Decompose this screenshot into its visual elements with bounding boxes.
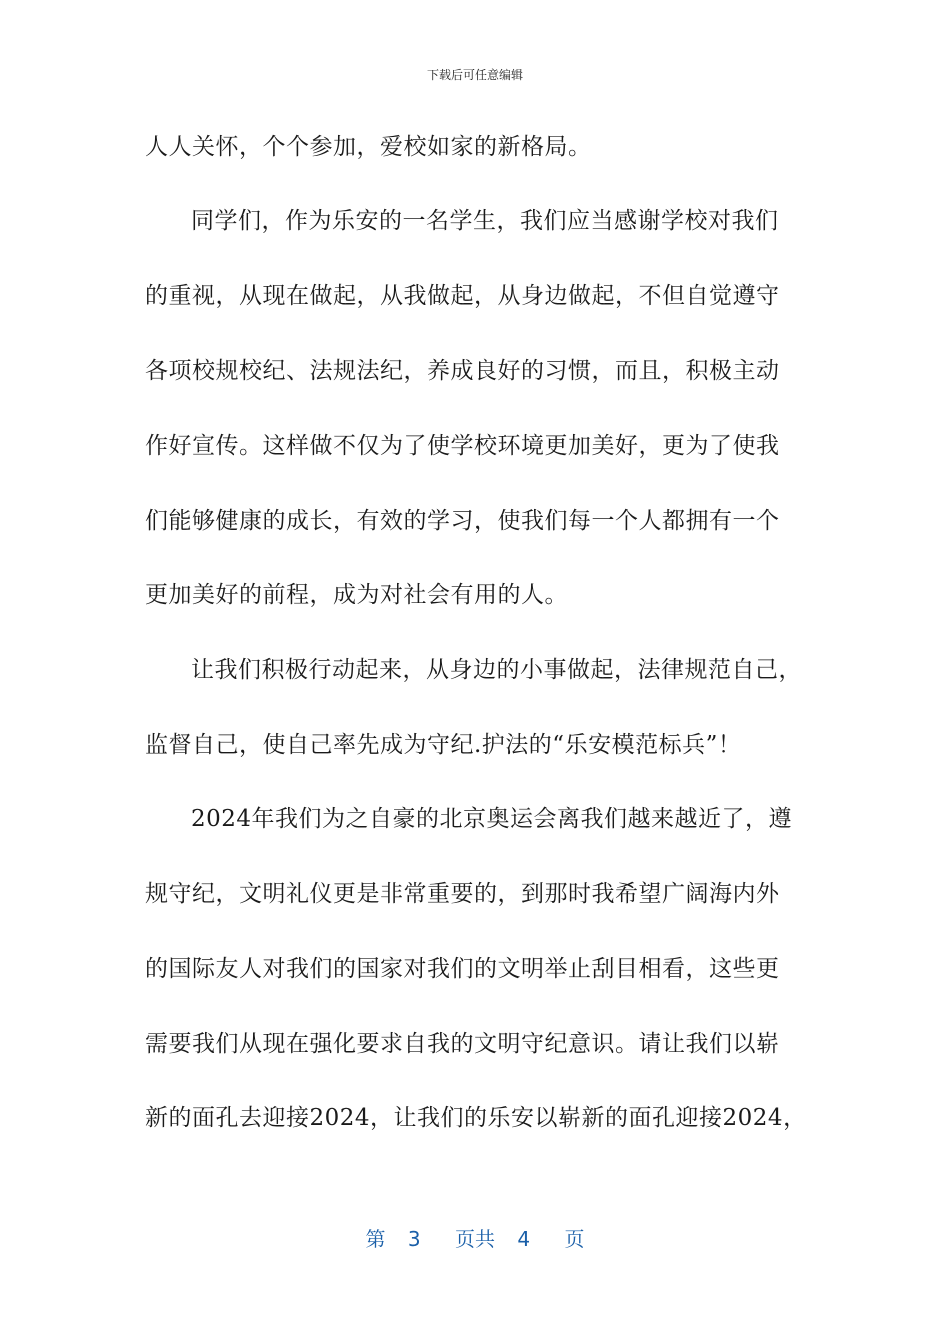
paragraph-line: 规守纪，文明礼仪更是非常重要的，到那时我希望广阔海内外: [145, 881, 780, 907]
footer-suffix: 页: [564, 1227, 585, 1251]
paragraph-line: 让我们积极行动起来，从身边的小事做起，法律规范自己，: [191, 657, 802, 683]
paragraph-line: 的重视，从现在做起，从我做起，从身边做起，不但自觉遵守: [145, 283, 780, 309]
paragraph-line: 更加美好的前程，成为对社会有用的人。: [145, 582, 568, 608]
footer-middle: 页共: [455, 1227, 495, 1251]
paragraph-line: 监督自己，使自己率先成为守纪.护法的“乐安模范标兵”！: [145, 732, 742, 758]
paragraph-line: 作好宣传。这样做不仅为了使学校环境更加美好，更为了使我: [145, 433, 780, 459]
paragraph-line: 们能够健康的成长，有效的学习，使我们每一个人都拥有一个: [145, 508, 780, 534]
paragraph-line: 各项校规校纪、法规法纪，养成良好的习惯，而且，积极主动: [145, 358, 780, 384]
paragraph-line: 新的面孔去迎接2024，让我们的乐安以崭新的面孔迎接2024，: [145, 1105, 807, 1131]
paragraph-line: 2024年我们为之自豪的北京奥运会离我们越来越近了，遵: [191, 806, 793, 832]
paragraph-line: 人人关怀，个个参加，爱校如家的新格局。: [145, 134, 592, 160]
paragraph-line: 同学们，作为乐安的一名学生，我们应当感谢学校对我们: [191, 208, 779, 234]
paragraph-line: 需要我们从现在强化要求自我的文明守纪意识。请让我们以崭: [145, 1031, 780, 1057]
page-footer: [0, 1226, 950, 1252]
footer-total-pages: 4: [517, 1227, 531, 1251]
page-header: 下载后可任意编辑: [426, 68, 523, 82]
paragraph-line: 的国际友人对我们的国家对我们的文明举止刮目相看，这些更: [145, 956, 780, 982]
footer-current-page: 3: [407, 1227, 421, 1251]
footer-prefix: 第: [365, 1227, 386, 1251]
